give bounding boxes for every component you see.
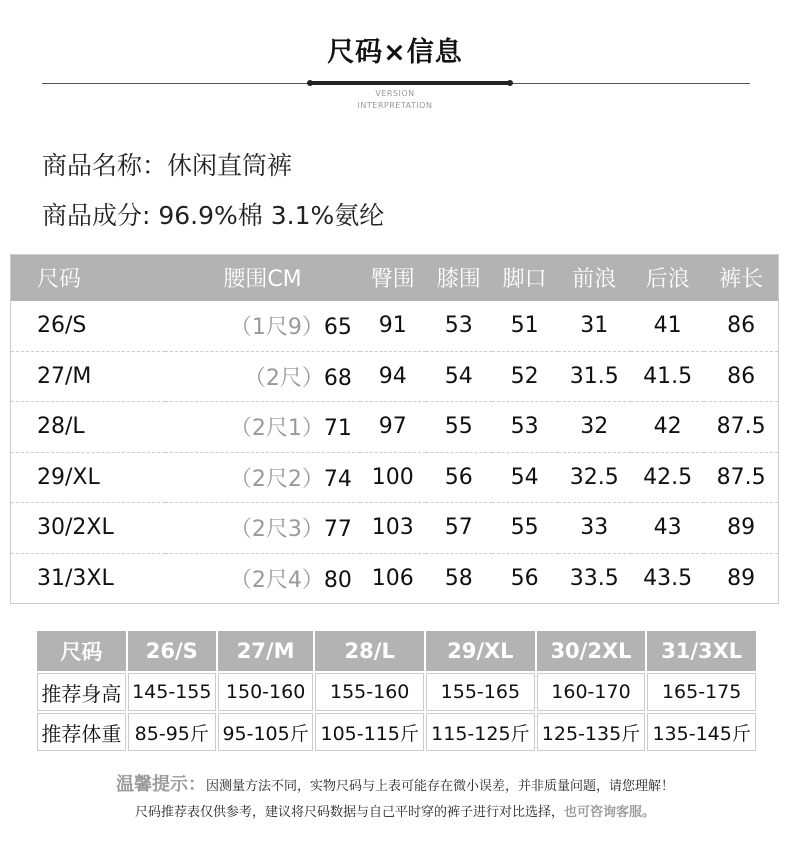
front-rise-value: 32.5 bbox=[558, 452, 631, 503]
knee-value: 53 bbox=[426, 301, 492, 352]
waist-cell bbox=[165, 351, 360, 402]
waist-cell bbox=[165, 452, 360, 503]
size-row bbox=[11, 503, 779, 554]
height-value: 160-170 bbox=[537, 673, 646, 711]
header-waist: 腰围CM bbox=[165, 255, 360, 301]
knee-value: 55 bbox=[426, 402, 492, 453]
size-row bbox=[11, 402, 779, 453]
back-rise-value: 41.5 bbox=[631, 351, 704, 402]
tip-note-line2 bbox=[0, 801, 790, 820]
hip-value: 91 bbox=[360, 301, 426, 352]
back-rise-value: 43 bbox=[631, 503, 704, 554]
header-front-rise: 前浪 bbox=[558, 255, 631, 301]
waist-value: 68 bbox=[323, 365, 352, 391]
size-label: 30/2XL bbox=[11, 503, 166, 554]
back-rise-value: 42.5 bbox=[631, 452, 704, 503]
waist-note: （1尺9） bbox=[229, 315, 324, 340]
product-name: 商品名称：休闲直筒裤 bbox=[42, 151, 293, 180]
waist-value: 65 bbox=[323, 315, 352, 340]
hip-value: 97 bbox=[360, 402, 426, 453]
hem-value: 56 bbox=[510, 565, 539, 591]
waist-cell bbox=[165, 301, 360, 352]
title-divider-accent bbox=[310, 81, 510, 85]
hip-value: 94 bbox=[360, 351, 426, 402]
waist-cell bbox=[165, 402, 360, 453]
size-label: 31/3XL bbox=[37, 565, 114, 591]
size-chart-header-row bbox=[11, 255, 779, 301]
recommend-header-row bbox=[37, 631, 756, 671]
height-value: 155-165 bbox=[426, 673, 535, 711]
tip-label: 温馨提示： bbox=[115, 774, 206, 795]
knee-value: 58 bbox=[444, 565, 473, 591]
header-back-rise: 后浪 bbox=[631, 255, 704, 301]
size-label: 27/M bbox=[11, 351, 166, 402]
waist-cell bbox=[165, 553, 360, 604]
front-rise-value: 33.5 bbox=[569, 565, 619, 591]
height-value: 155-160 bbox=[315, 673, 424, 711]
waist-note: （2尺2） bbox=[229, 466, 324, 492]
length-value: 89 bbox=[727, 565, 756, 591]
rec-header-size: 尺码 bbox=[37, 631, 126, 671]
waist-cell bbox=[165, 503, 360, 554]
front-rise-value: 32 bbox=[558, 402, 631, 453]
weight-value: 135-145斤 bbox=[647, 713, 756, 751]
waist-value: 71 bbox=[323, 416, 352, 442]
waist-value: 77 bbox=[323, 517, 352, 543]
size-label: 28/L bbox=[11, 402, 166, 453]
tip-text-2: 尺码推荐表仅供参考，建议将尺码数据与自己平时穿的裤子进行对比选择， bbox=[134, 805, 564, 820]
rec-header-28l: 28/L bbox=[315, 631, 424, 671]
hem-value: 53 bbox=[492, 402, 558, 453]
knee-value: 56 bbox=[426, 452, 492, 503]
hip-value: 103 bbox=[360, 503, 426, 554]
contact-service-text: 也可咨询客服。 bbox=[564, 805, 656, 820]
knee-value: 57 bbox=[426, 503, 492, 554]
size-chart-table bbox=[10, 254, 779, 604]
header-size: 尺码 bbox=[11, 255, 166, 301]
hem-value: 52 bbox=[492, 351, 558, 402]
hem-value: 54 bbox=[492, 452, 558, 503]
waist-note: （2尺4） bbox=[229, 567, 324, 593]
rec-header-27m: 27/M bbox=[218, 631, 314, 671]
recommendation-table bbox=[35, 629, 758, 753]
front-rise-value: 31 bbox=[558, 301, 631, 352]
back-rise-value: 41 bbox=[631, 301, 704, 352]
recommend-weight-row bbox=[37, 713, 756, 751]
size-label: 29/XL bbox=[11, 452, 166, 503]
page-title: 尺码×信息 bbox=[327, 37, 463, 68]
waist-value: 80 bbox=[323, 567, 352, 593]
length-value: 87.5 bbox=[704, 402, 778, 453]
product-composition: 商品成分: 96.9%棉 3.1%氨纶 bbox=[42, 201, 385, 230]
rec-header-30-2xl: 30/2XL bbox=[537, 631, 646, 671]
knee-value: 54 bbox=[426, 351, 492, 402]
weight-value: 85-95斤 bbox=[128, 713, 216, 751]
back-rise-value: 42 bbox=[631, 402, 704, 453]
header-hip: 臀围 bbox=[360, 255, 426, 301]
tip-note-line1 bbox=[0, 770, 790, 796]
length-value: 86 bbox=[704, 351, 778, 402]
front-rise-value: 31.5 bbox=[558, 351, 631, 402]
header-hem: 脚口 bbox=[492, 255, 558, 301]
weight-value: 95-105斤 bbox=[218, 713, 314, 751]
hem-value: 55 bbox=[492, 503, 558, 554]
height-label: 推荐身高 bbox=[37, 673, 126, 711]
size-row bbox=[11, 452, 779, 503]
height-value: 145-155 bbox=[128, 673, 216, 711]
rec-header-31-3xl: 31/3XL bbox=[647, 631, 756, 671]
weight-value: 115-125斤 bbox=[426, 713, 535, 751]
hem-value: 51 bbox=[492, 301, 558, 352]
height-value: 165-175 bbox=[647, 673, 756, 711]
height-value: 150-160 bbox=[218, 673, 314, 711]
length-value: 87.5 bbox=[704, 452, 778, 503]
rec-header-29xl: 29/XL bbox=[426, 631, 535, 671]
subtitle-version: VERSION bbox=[375, 89, 415, 98]
length-value: 89 bbox=[704, 503, 778, 554]
size-label: 26/S bbox=[11, 301, 166, 352]
rec-header-26s: 26/S bbox=[128, 631, 216, 671]
weight-value: 125-135斤 bbox=[537, 713, 646, 751]
waist-note: （2尺1） bbox=[229, 416, 324, 442]
waist-note: （2尺3） bbox=[229, 517, 324, 543]
length-value: 86 bbox=[704, 301, 778, 352]
recommend-height-row bbox=[37, 673, 756, 711]
size-row bbox=[11, 553, 779, 604]
subtitle-interpretation: INTERPRETATION bbox=[357, 101, 433, 110]
tip-text: 因测量方法不同，实物尺码与上表可能存在微小误差，并非质量问题，请您理解！ bbox=[205, 779, 674, 794]
size-row bbox=[11, 301, 779, 352]
header-knee: 膝围 bbox=[426, 255, 492, 301]
back-rise-value: 43.5 bbox=[643, 565, 693, 591]
size-row bbox=[11, 351, 779, 402]
weight-value: 105-115斤 bbox=[315, 713, 424, 751]
header-length: 裤长 bbox=[704, 255, 778, 301]
waist-note: （2尺） bbox=[243, 365, 324, 391]
front-rise-value: 33 bbox=[558, 503, 631, 554]
weight-label: 推荐体重 bbox=[37, 713, 126, 751]
hip-value: 106 bbox=[371, 565, 414, 591]
waist-value: 74 bbox=[323, 466, 352, 492]
hip-value: 100 bbox=[360, 452, 426, 503]
